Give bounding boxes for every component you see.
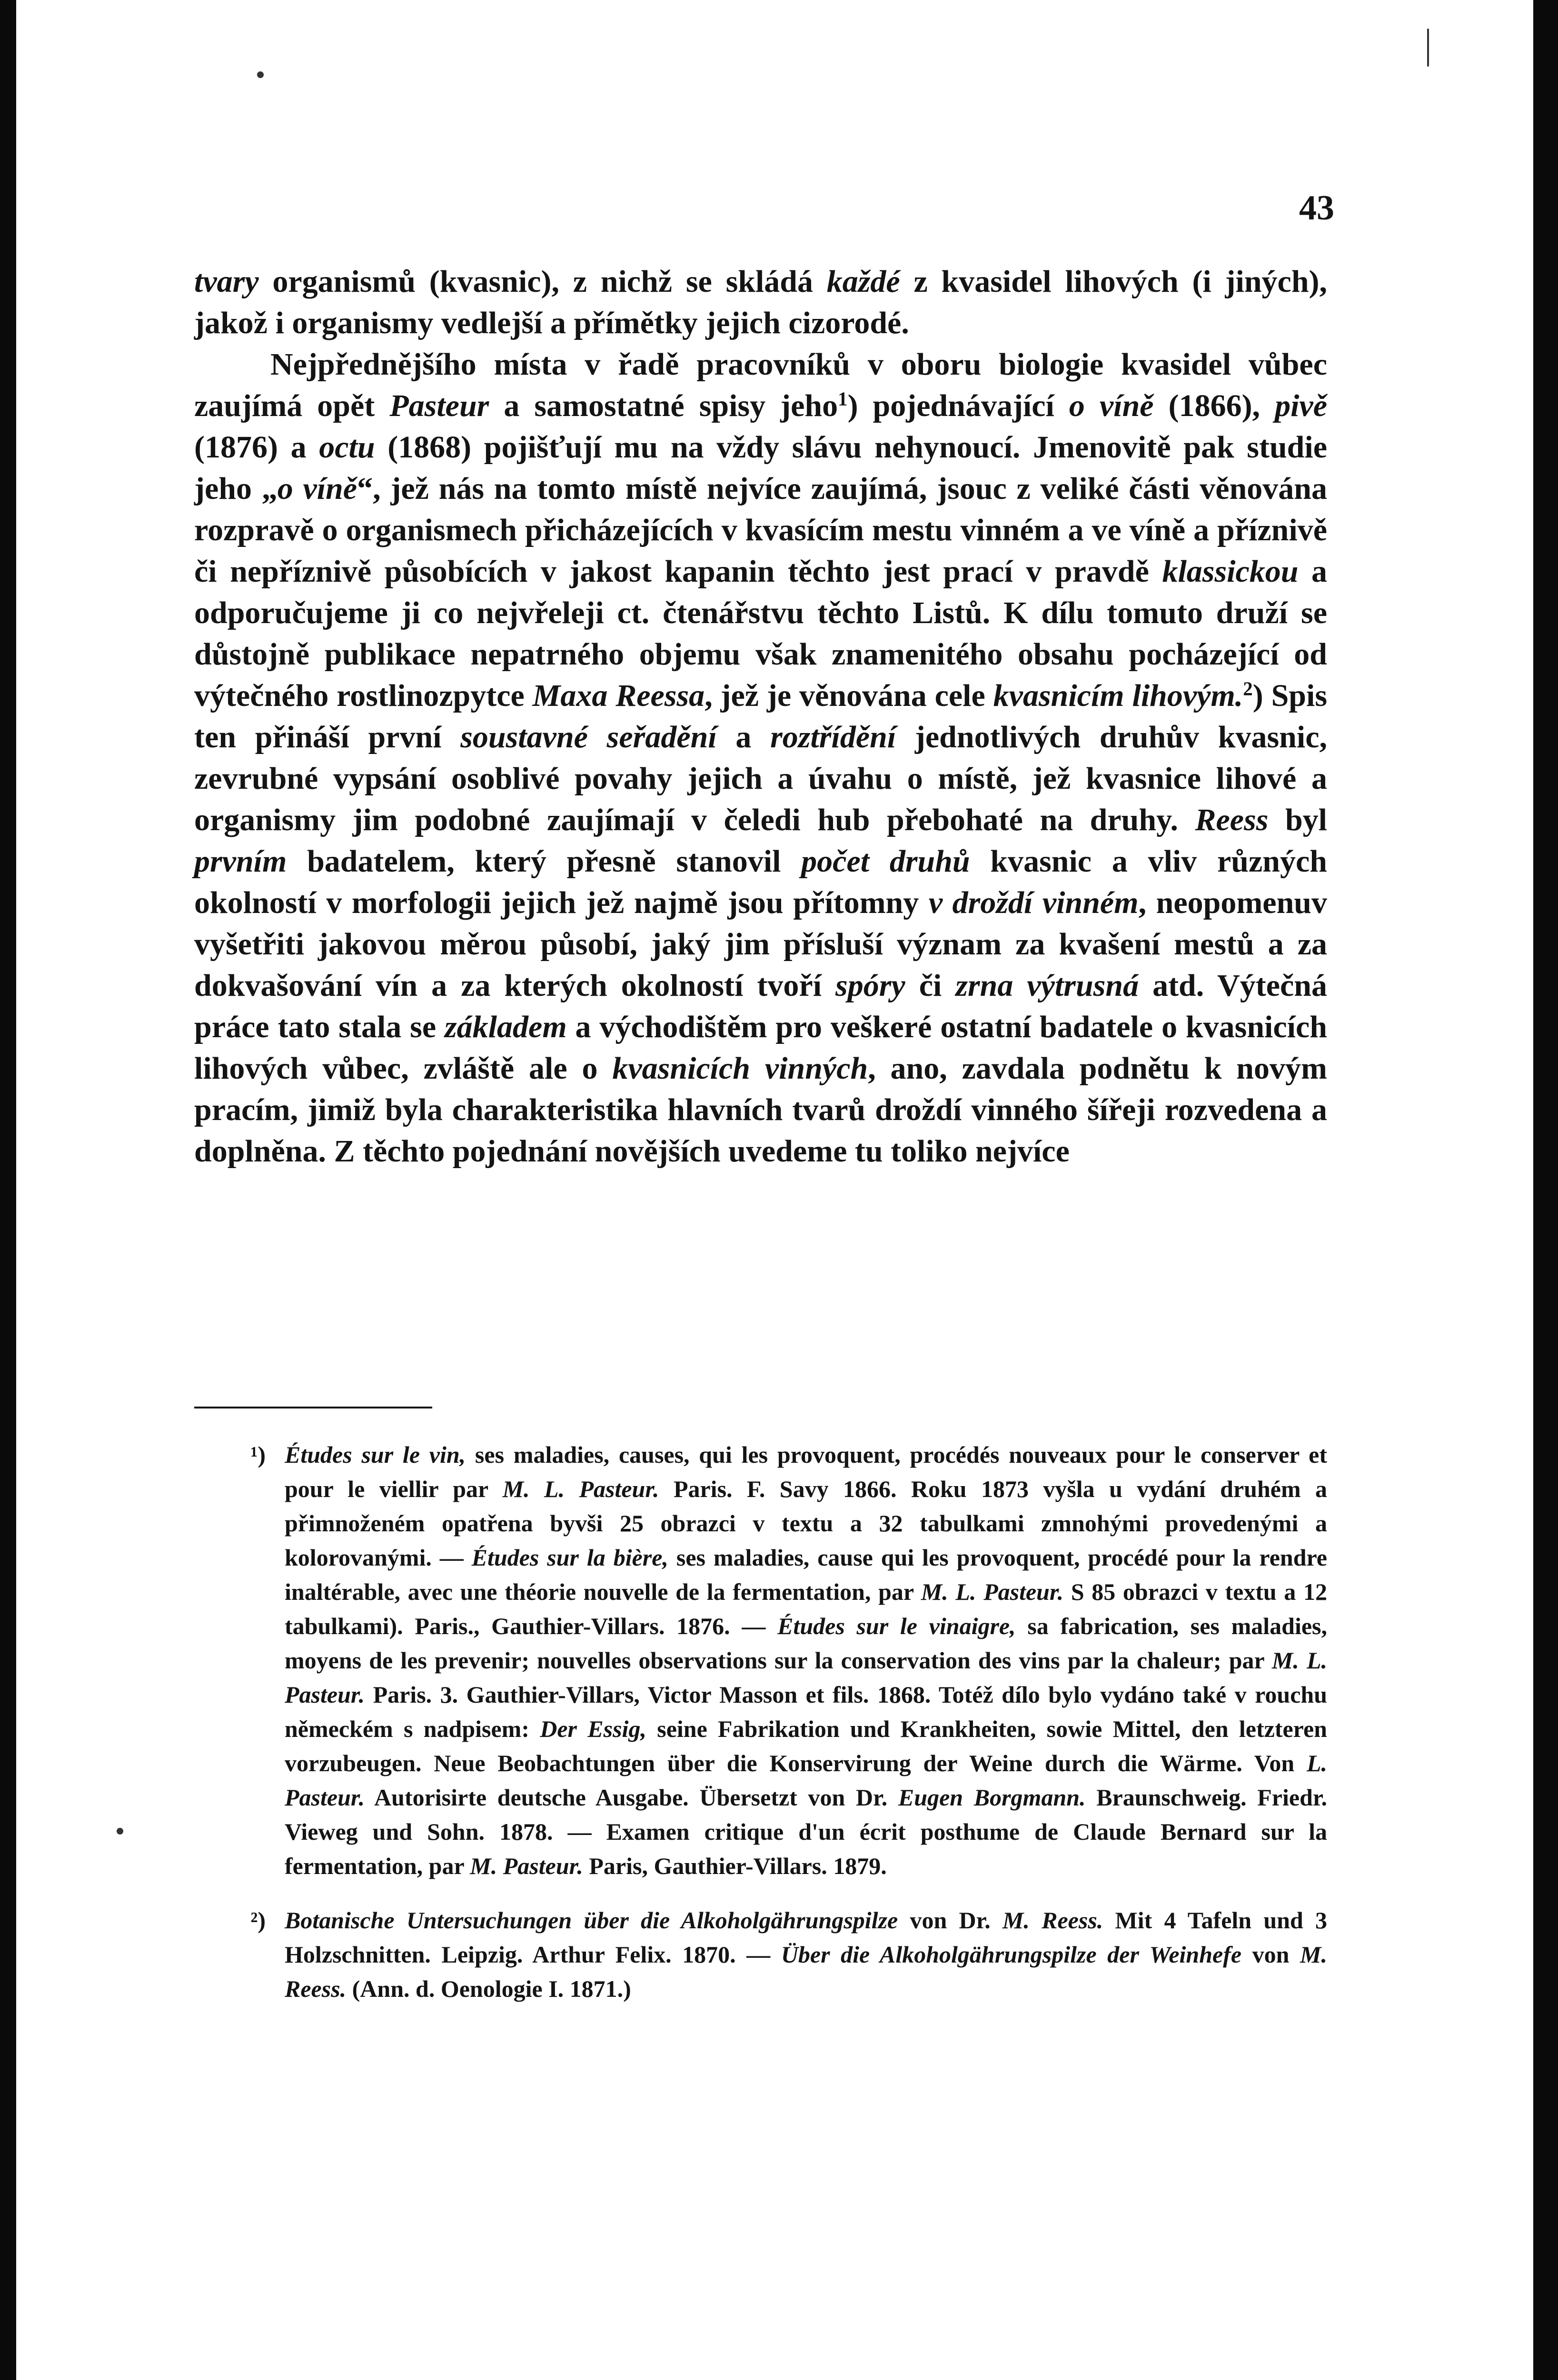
paragraph-1 [194, 261, 1327, 344]
text-run: ) pojednávající [847, 388, 1069, 423]
emphasis: Études sur la bière, [471, 1544, 668, 1571]
emphasis: M. L. Pasteur. [921, 1578, 1064, 1605]
emphasis: Über die Alkoholgährungspilze der Weinhefe [781, 1941, 1242, 1968]
emphasis: počet druhů [801, 844, 970, 879]
emphasis: Botanische Untersuchungen über die Alkoholgährungspilze [285, 1907, 898, 1934]
text-run: z kvasidel lihových (i jiných), jakož i organismy vedlejší a přímětky jejich cizorodé. [194, 264, 1327, 340]
emphasis: pivě [1275, 388, 1328, 423]
emphasis: o víně [277, 471, 357, 506]
text-run: von [1241, 1941, 1300, 1968]
text-run: , ano, zavdala podnětu k novým pracím, jimiž byla charakteristika hlavních tvarů droždí vinného šířeji rozvedena a doplněna. Z těchto pojednání novějších uvedeme tu toliko nejvíce [194, 1051, 1327, 1169]
emphasis: L. Pasteur. [285, 1750, 1327, 1811]
text-run: atd. Výtečná práce tato stala se [194, 968, 1327, 1044]
body-text [194, 261, 1327, 1172]
text-run: Paris. 3. Gauthier-Villars, Victor Masson et fils. 1868. Totéž dílo bylo vydáno také v rouchu německém s nadpisem: [285, 1681, 1327, 1742]
emphasis: každé [826, 264, 900, 299]
emphasis: Reess [1195, 803, 1269, 837]
emphasis: o víně [1069, 388, 1154, 423]
text-run: Paris. F. Savy 1866. Roku 1873 vyšla u vydání druhém a přimnoženém opatřena byvši 25 obrazci v textu a 32 tabulkami zmnohými provedenými a kolorovanými. — [285, 1476, 1327, 1571]
text-run: a [716, 720, 771, 754]
text-run: a odporučujeme ji co nejvřeleji ct. čtenářstvu těchto Listů. K dílu tomuto druží se důstojně publikace nepatrného objemu však znamenitého obsahu pocházející od výtečného rostlinozpytce [194, 554, 1328, 713]
text-run: Autorisirte deutsche Ausgabe. Übersetzt von Dr. [365, 1784, 898, 1811]
text-run: ses maladies, cause qui les provoquent, procédé pour la rendre inaltérable, avec une théorie nouvelle de la fermentation, par [285, 1544, 1328, 1605]
text-run: či [905, 968, 956, 1003]
emphasis: M. Reess. [285, 1941, 1327, 2002]
emphasis: octu [319, 430, 375, 465]
footnote-divider [194, 1407, 432, 1408]
footnote-marker: ²) [250, 1907, 266, 1934]
emphasis: Études sur le vin, [285, 1441, 466, 1468]
emphasis: M. L. Pasteur. [502, 1476, 659, 1502]
emphasis: Pasteur [389, 388, 489, 423]
text-run: (1868) pojišťují mu na vždy slávu nehynoucí. Jmenovitě pak studie jeho „ [194, 430, 1327, 506]
text-run: ses maladies, causes, qui les provoquent, procédés nouveaux pour le conserver et pour le viellir par [285, 1441, 1327, 1502]
text-run: badatelem, který přesně stanovil [287, 844, 802, 879]
text-run: Nejpřednějšího místa v řadě pracovníků v oboru biologie kvasidel vůbec zaujímá opět [194, 347, 1327, 423]
text-run: a východištěm pro veškeré ostatní badatele o kvasnicích lihových vůbec, zvláště ale o [194, 1010, 1328, 1086]
text-run: kvasnic a vliv různých okolností v morfologii jejich jež najmě jsou přítomny [194, 844, 1327, 920]
text-run: (1876) a [194, 430, 319, 465]
emphasis: zrna výtrusná [955, 968, 1139, 1003]
text-run: S 85 obrazci v textu a 12 tabulkami). Paris., Gauthier-Villars. 1876. — [285, 1578, 1328, 1639]
emphasis: klassickou [1162, 554, 1299, 589]
scan-speck [1427, 29, 1429, 67]
scan-speck [257, 71, 264, 78]
emphasis: M. L. Pasteur. [285, 1647, 1328, 1708]
emphasis: M. Reess. [1002, 1907, 1103, 1934]
text-run: a samostatné spisy jeho [489, 388, 838, 423]
text-run: , jež je věnována cele [705, 678, 993, 713]
text-run: byl [1268, 803, 1328, 837]
footnotes [194, 1438, 1327, 2026]
text-run: organismů (kvasnic), z nichž se skládá [258, 264, 827, 299]
emphasis: M. Pasteur. [470, 1853, 583, 1879]
text-run: (Ann. d. Oenologie I. 1871.) [346, 1975, 631, 2002]
paragraph-2 [194, 344, 1327, 1172]
footnote-marker: ¹) [250, 1441, 266, 1468]
text-run: von Dr. [898, 1907, 1002, 1934]
emphasis: v droždí vinném [928, 885, 1139, 920]
page-number: 43 [1299, 188, 1334, 228]
text-run: Braunschweig. Friedr. Vieweg und Sohn. 1878. — Examen critique d'un écrit posthume de Claude Bernard sur la fermentation, par [285, 1784, 1327, 1879]
emphasis: soustavné seřadění [460, 720, 717, 754]
footnote-2 [194, 1903, 1327, 2006]
footnote-ref-2[interactable]: 2 [1243, 678, 1253, 700]
emphasis: Études sur le vinaigre, [777, 1613, 1016, 1639]
text-run: ) Spis ten přináší první [194, 678, 1328, 754]
text-run: seine Fabrikation und Krankheiten, sowie Mittel, den letzteren vorzubeugen. Neue Beobachtungen über die Konservirung der Weine durch die Wärme. Von [285, 1716, 1327, 1776]
emphasis: Maxa Reessa [532, 678, 705, 713]
text-run: Mit 4 Tafeln und 3 Holzschnitten. Leipzig. Arthur Felix. 1870. — [285, 1907, 1327, 1968]
scan-speck [117, 1828, 123, 1835]
text-run: sa fabrication, ses maladies, moyens de les prevenir; nouvelles observations sur la conservation des vins par la chaleur; par [285, 1613, 1327, 1674]
emphasis: roztřídění [770, 720, 896, 754]
text-run: Paris, Gauthier-Villars. 1879. [583, 1853, 887, 1879]
text-run: “, jež nás na tomto místě nejvíce zaujímá, jsouc z veliké části věnována rozpravě o organismech přicházejících v kvasícím mestu vinném a ve víně a příznivě či nepříznivě působících v jakost kapanin těchto jest prací v pravdě [194, 471, 1327, 589]
emphasis: tvary [194, 264, 259, 299]
emphasis: kvasnicím lihovým. [993, 678, 1243, 713]
emphasis: Eugen Borgmann. [898, 1784, 1086, 1811]
emphasis: spóry [835, 968, 905, 1003]
text-run: (1866), [1153, 388, 1275, 423]
footnote-1 [194, 1438, 1327, 1883]
emphasis: základem [445, 1010, 567, 1044]
text-run: , neopomenuv vyšetřiti jakovou měrou působí, jaký jim přísluší význam za kvašení mestů a za dokvašování vín a za kterých okolností tvoří [194, 885, 1328, 1003]
emphasis: Der Essig, [540, 1716, 646, 1742]
text-run: jednotlivých druhův kvasnic, zevrubné vypsání osoblivé povahy jejich a úvahu o místě, jež kvasnice lihové a organismy jim podobné zaujímají v čeledi hub přebohaté na druhy. [194, 720, 1327, 837]
emphasis: kvasnicích vinných [612, 1051, 868, 1086]
emphasis: prvním [194, 844, 287, 879]
footnote-ref-1[interactable]: 1 [838, 388, 848, 410]
